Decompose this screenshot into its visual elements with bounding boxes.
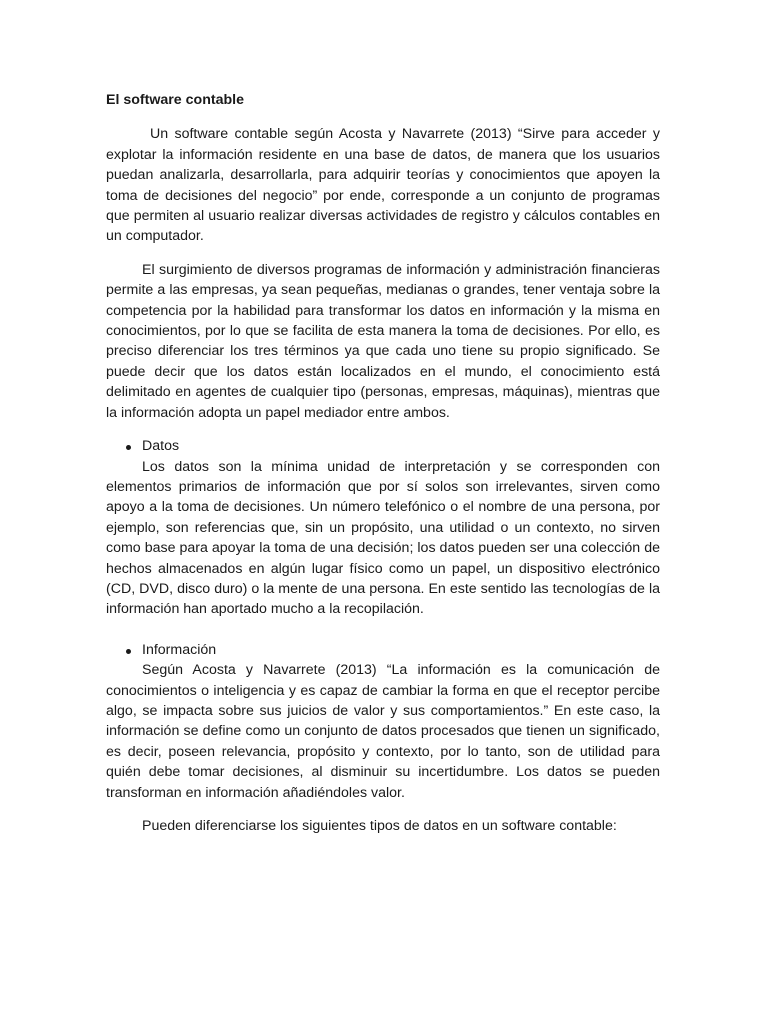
paragraph-programs-emergence: El surgimiento de diversos programas de información y administración financieras permite a las empresas, ya sean pequeñas, medianas o grandes, tener ventaja sobre la competencia por la habilidad para transformar los datos en información y la misma en conocimientos, por lo que se facilita de esta manera la toma de decisiones. Por ello, es preciso diferenciar los tres términos ya que cada uno tiene su propio significado. Se puede decir que los datos están localizados en el mundo, el conocimiento está delimitado en agentes de cualquier tipo (personas, empresas, máquinas), mientras que la información adopta un papel mediador entre ambos. xyxy=(106,261,660,421)
list-item-datos xyxy=(106,436,660,620)
bullet-icon xyxy=(126,649,131,654)
list-item-informacion xyxy=(106,640,660,803)
list-item-label: Datos xyxy=(142,438,180,455)
paragraph-software-definition: Un software contable según Acosta y Navarrete (2013) “Sirve para acceder y explotar la información residente en una base de datos, de manera que los usuarios puedan analizarla, desarrollarla, para adquirir teorías y conocimientos que apoyen la toma de decisiones del negocio” por ende, corresponde a un conjunto de programas que permiten al usuario realizar diversas actividades de registro y cálculos contables en un computador. xyxy=(106,126,660,245)
document-page xyxy=(106,90,660,836)
document-title: El software contable xyxy=(106,92,244,108)
list-item-label: Información xyxy=(142,641,217,658)
list-item-text: Según Acosta y Navarrete (2013) “La información es la comunicación de conocimientos o inteligencia y es capaz de cambiar la forma en que el receptor percibe algo, se impacta sobre sus juicios de valor y sus comportamientos.” En este caso, la información se define como un conjunto de datos procesados que tienen un significado, es decir, poseen relevancia, propósito y contexto, por lo tanto, son de utilidad para quién debe tomar decisiones, al disminuir su incertidumbre. Los datos se pueden transforman en información añadiéndoles valor. xyxy=(106,662,660,801)
paragraph-data-types-intro: Pueden diferenciarse los siguientes tipos de datos en un software contable: xyxy=(142,818,617,834)
list-item-text: Los datos son la mínima unidad de interpretación y se corresponden con elementos primarios de información que por sí solos son irrelevantes, sirven como apoyo a la toma de decisiones. Un número telefónico o el nombre de una persona, por ejemplo, son referencias que, sin un propósito, una utilidad o un contexto, no sirven como base para apoyar la toma de una decisión; los datos pueden ser una colección de hechos almacenados en algún lugar físico como un papel, un dispositivo electrónico (CD, DVD, disco duro) o la mente de una persona. En este sentido las tecnologías de la información han aportado mucho a la recopilación. xyxy=(106,458,660,618)
bullet-icon xyxy=(126,445,131,450)
